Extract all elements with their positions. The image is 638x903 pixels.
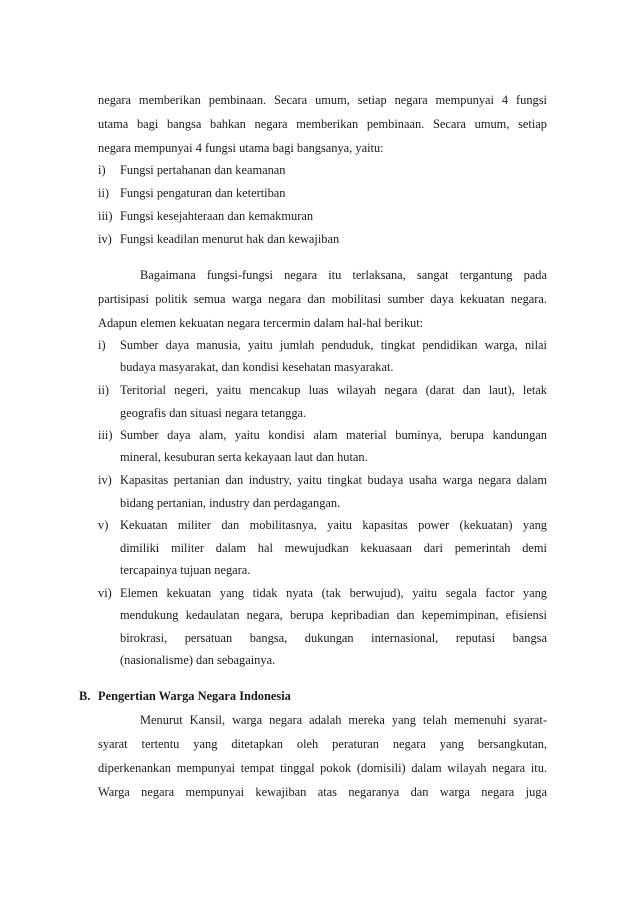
para2-line-3: Adapun elemen kekuatan negara tercermin dalam hal-hal berikut: bbox=[98, 316, 424, 330]
elemen-5-line-2: dimiliki militer dalam hal mewujudkan kekuasaan dari pemerintah demi bbox=[120, 541, 547, 555]
elemen-1-line-1: Sumber daya manusia, yaitu jumlah penduduk, tingkat pendidikan warga, nilai bbox=[120, 338, 547, 352]
section-b-line-1: Menurut Kansil, warga negara adalah mereka yang telah memenuhi syarat- bbox=[140, 713, 547, 727]
para2-line-2: partisipasi politik semua warga negara dan mobilitasi sumber daya kekuatan negara. bbox=[98, 292, 547, 306]
elemen-num-3: iii) bbox=[98, 428, 113, 442]
section-b-label: B. bbox=[79, 689, 91, 703]
fungsi-num-2: ii) bbox=[98, 186, 110, 200]
elemen-num-5: v) bbox=[98, 518, 109, 532]
elemen-3-line-1: Sumber daya alam, yaitu kondisi alam material buminya, berupa kandungan bbox=[120, 428, 547, 442]
elemen-6-line-4: (nasionalisme) dan sebagainya. bbox=[120, 653, 276, 667]
section-b-line-4: Warga negara mempunyai kewajiban atas negaranya dan warga negara juga bbox=[98, 785, 547, 799]
section-b-title: Pengertian Warga Negara Indonesia bbox=[98, 689, 291, 703]
elemen-6-line-1: Elemen kekuatan yang tidak nyata (tak berwujud), yaitu segala factor yang bbox=[120, 586, 547, 600]
elemen-6-line-2: mendukung kedaulatan negara, berupa kepribadian dan kepemimpinan, efisiensi bbox=[120, 608, 547, 622]
elemen-2-line-1: Teritorial negeri, yaitu mencakup luas wilayah negara (darat dan laut), letak bbox=[120, 383, 547, 397]
fungsi-num-1: i) bbox=[98, 163, 106, 177]
fungsi-text-2: Fungsi pengaturan dan ketertiban bbox=[120, 186, 286, 200]
section-b-line-2: syarat tertentu yang ditetapkan oleh peraturan negara yang bersangkutan, bbox=[98, 737, 547, 751]
elemen-6-line-3: birokrasi, persatuan bangsa, dukungan internasional, reputasi bangsa bbox=[120, 631, 547, 645]
fungsi-num-3: iii) bbox=[98, 209, 113, 223]
elemen-num-4: iv) bbox=[98, 473, 112, 487]
elemen-3-line-2: mineral, kesuburan serta kekayaan laut dan hutan. bbox=[120, 450, 368, 464]
intro-line-1: negara memberikan pembinaan. Secara umum, setiap negara mempunyai 4 fungsi bbox=[98, 93, 547, 107]
fungsi-text-1: Fungsi pertahanan dan keamanan bbox=[120, 163, 286, 177]
elemen-4-line-1: Kapasitas pertanian dan industry, yaitu tingkat budaya usaha warga negara dalam bbox=[120, 473, 547, 487]
fungsi-text-4: Fungsi keadilan menurut hak dan kewajiban bbox=[120, 232, 340, 246]
intro-line-3: negara mempunyai 4 fungsi utama bagi bangsanya, yaitu: bbox=[98, 141, 384, 155]
section-b-line-3: diperkenankan mempunyai tempat tinggal pokok (domisili) dalam wilayah negara itu. bbox=[98, 761, 547, 775]
elemen-5-line-3: tercapainya tujuan negara. bbox=[120, 563, 251, 577]
fungsi-text-3: Fungsi kesejahteraan dan kemakmuran bbox=[120, 209, 314, 223]
elemen-num-6: vi) bbox=[98, 586, 112, 600]
elemen-4-line-2: bidang pertanian, industry dan perdagangan. bbox=[120, 496, 341, 510]
elemen-num-1: i) bbox=[98, 338, 106, 352]
fungsi-num-4: iv) bbox=[98, 232, 112, 246]
elemen-2-line-2: geografis dan situasi negara tetangga. bbox=[120, 406, 307, 420]
elemen-1-line-2: budaya masyarakat, dan kondisi kesehatan masyarakat. bbox=[120, 360, 394, 374]
intro-line-2: utama bagi bangsa bahkan negara memberikan pembinaan. Secara umum, setiap bbox=[98, 117, 547, 131]
elemen-num-2: ii) bbox=[98, 383, 110, 397]
para2-line-1: Bagaimana fungsi-fungsi negara itu terlaksana, sangat tergantung pada bbox=[140, 268, 547, 282]
elemen-5-line-1: Kekuatan militer dan mobilitasnya, yaitu kapasitas power (kekuatan) yang bbox=[120, 518, 547, 532]
